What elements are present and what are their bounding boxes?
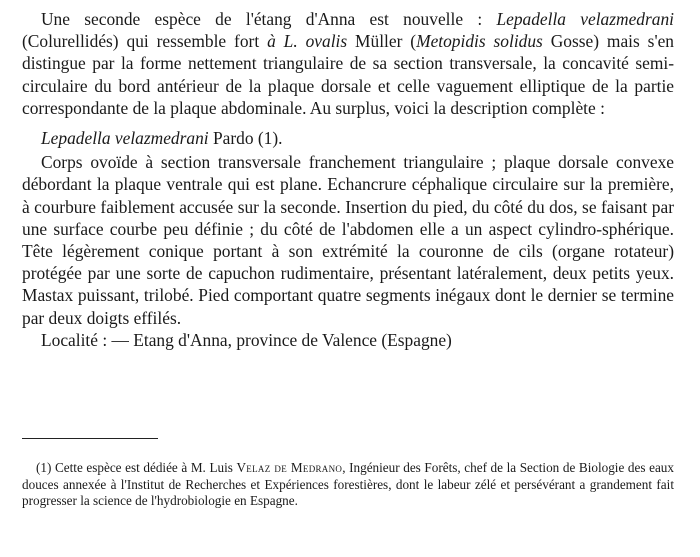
species-heading bbox=[22, 127, 674, 149]
document-page bbox=[22, 8, 674, 351]
footnote-person-name: Velaz de Medrano bbox=[236, 460, 343, 475]
locality-line: Localité : — Etang d'Anna, province de Valence (Espagne) bbox=[41, 329, 452, 350]
footnote-divider bbox=[22, 438, 158, 439]
intro-text-1: Une seconde espèce de l'étang d'Anna est nouvelle : bbox=[41, 9, 497, 29]
species-name: Lepadella velazmedrani bbox=[496, 9, 674, 29]
heading-author: Pardo (1). bbox=[208, 128, 283, 149]
intro-paragraph bbox=[22, 8, 674, 119]
heading-species-name: Lepadella velazmedrani bbox=[41, 128, 209, 149]
synonym-species: Metopidis solidus bbox=[416, 31, 543, 52]
species-description: Corps ovoïde à section transversale franchement triangulaire ; plaque dorsale convexe débordant la plaque ventrale qui est plane. Echancrure céphalique circulaire sur la première, à courbure faiblement accusée sur la seconde. Insertion du pied, du côté du dos, se faisant par une surface courbe peu définie ; du côté de l'abdomen elle a un aspect cylindro-sphérique. Tête légèrement conique portant à son extrémité la couronne de cils (organe rotateur) protégée par une sorte de capuchon rudimentaire, présentant latéralement, deux petits yeux. Mastax puissant, trilobé. Pied comportant quatre segments inégaux dont le dernier se termine par deux doigts effilés. bbox=[22, 152, 674, 328]
footnote bbox=[22, 460, 674, 510]
intro-text-3: Müller ( bbox=[347, 31, 417, 52]
footnote-rest: , Ingénieur des Forêts, chef de la Section de Biologie des eaux douces annexée à l'Institut de Recherches et Expériences forestières, dont le labeur zélé et persévérant a grandement fait progresser la science de l'hydrobiologie en Espagne. bbox=[22, 460, 674, 509]
intro-text-4: Gosse) mais s'en distingue par la forme nettement triangulaire de sa section transversale, la concavité semi-circulaire du bord antérieur de la plaque dorsale et celle vaguement elliptique de la partie correspondante de la plaque abdominale. Au surplus, voici la description complète : bbox=[22, 31, 674, 118]
footnote-lead: (1) Cette espèce est dédiée à M. Luis bbox=[36, 460, 237, 475]
comparison-species: à L. ovalis bbox=[267, 31, 348, 52]
intro-text-2: (Colurellidés) qui ressemble fort bbox=[22, 31, 268, 52]
